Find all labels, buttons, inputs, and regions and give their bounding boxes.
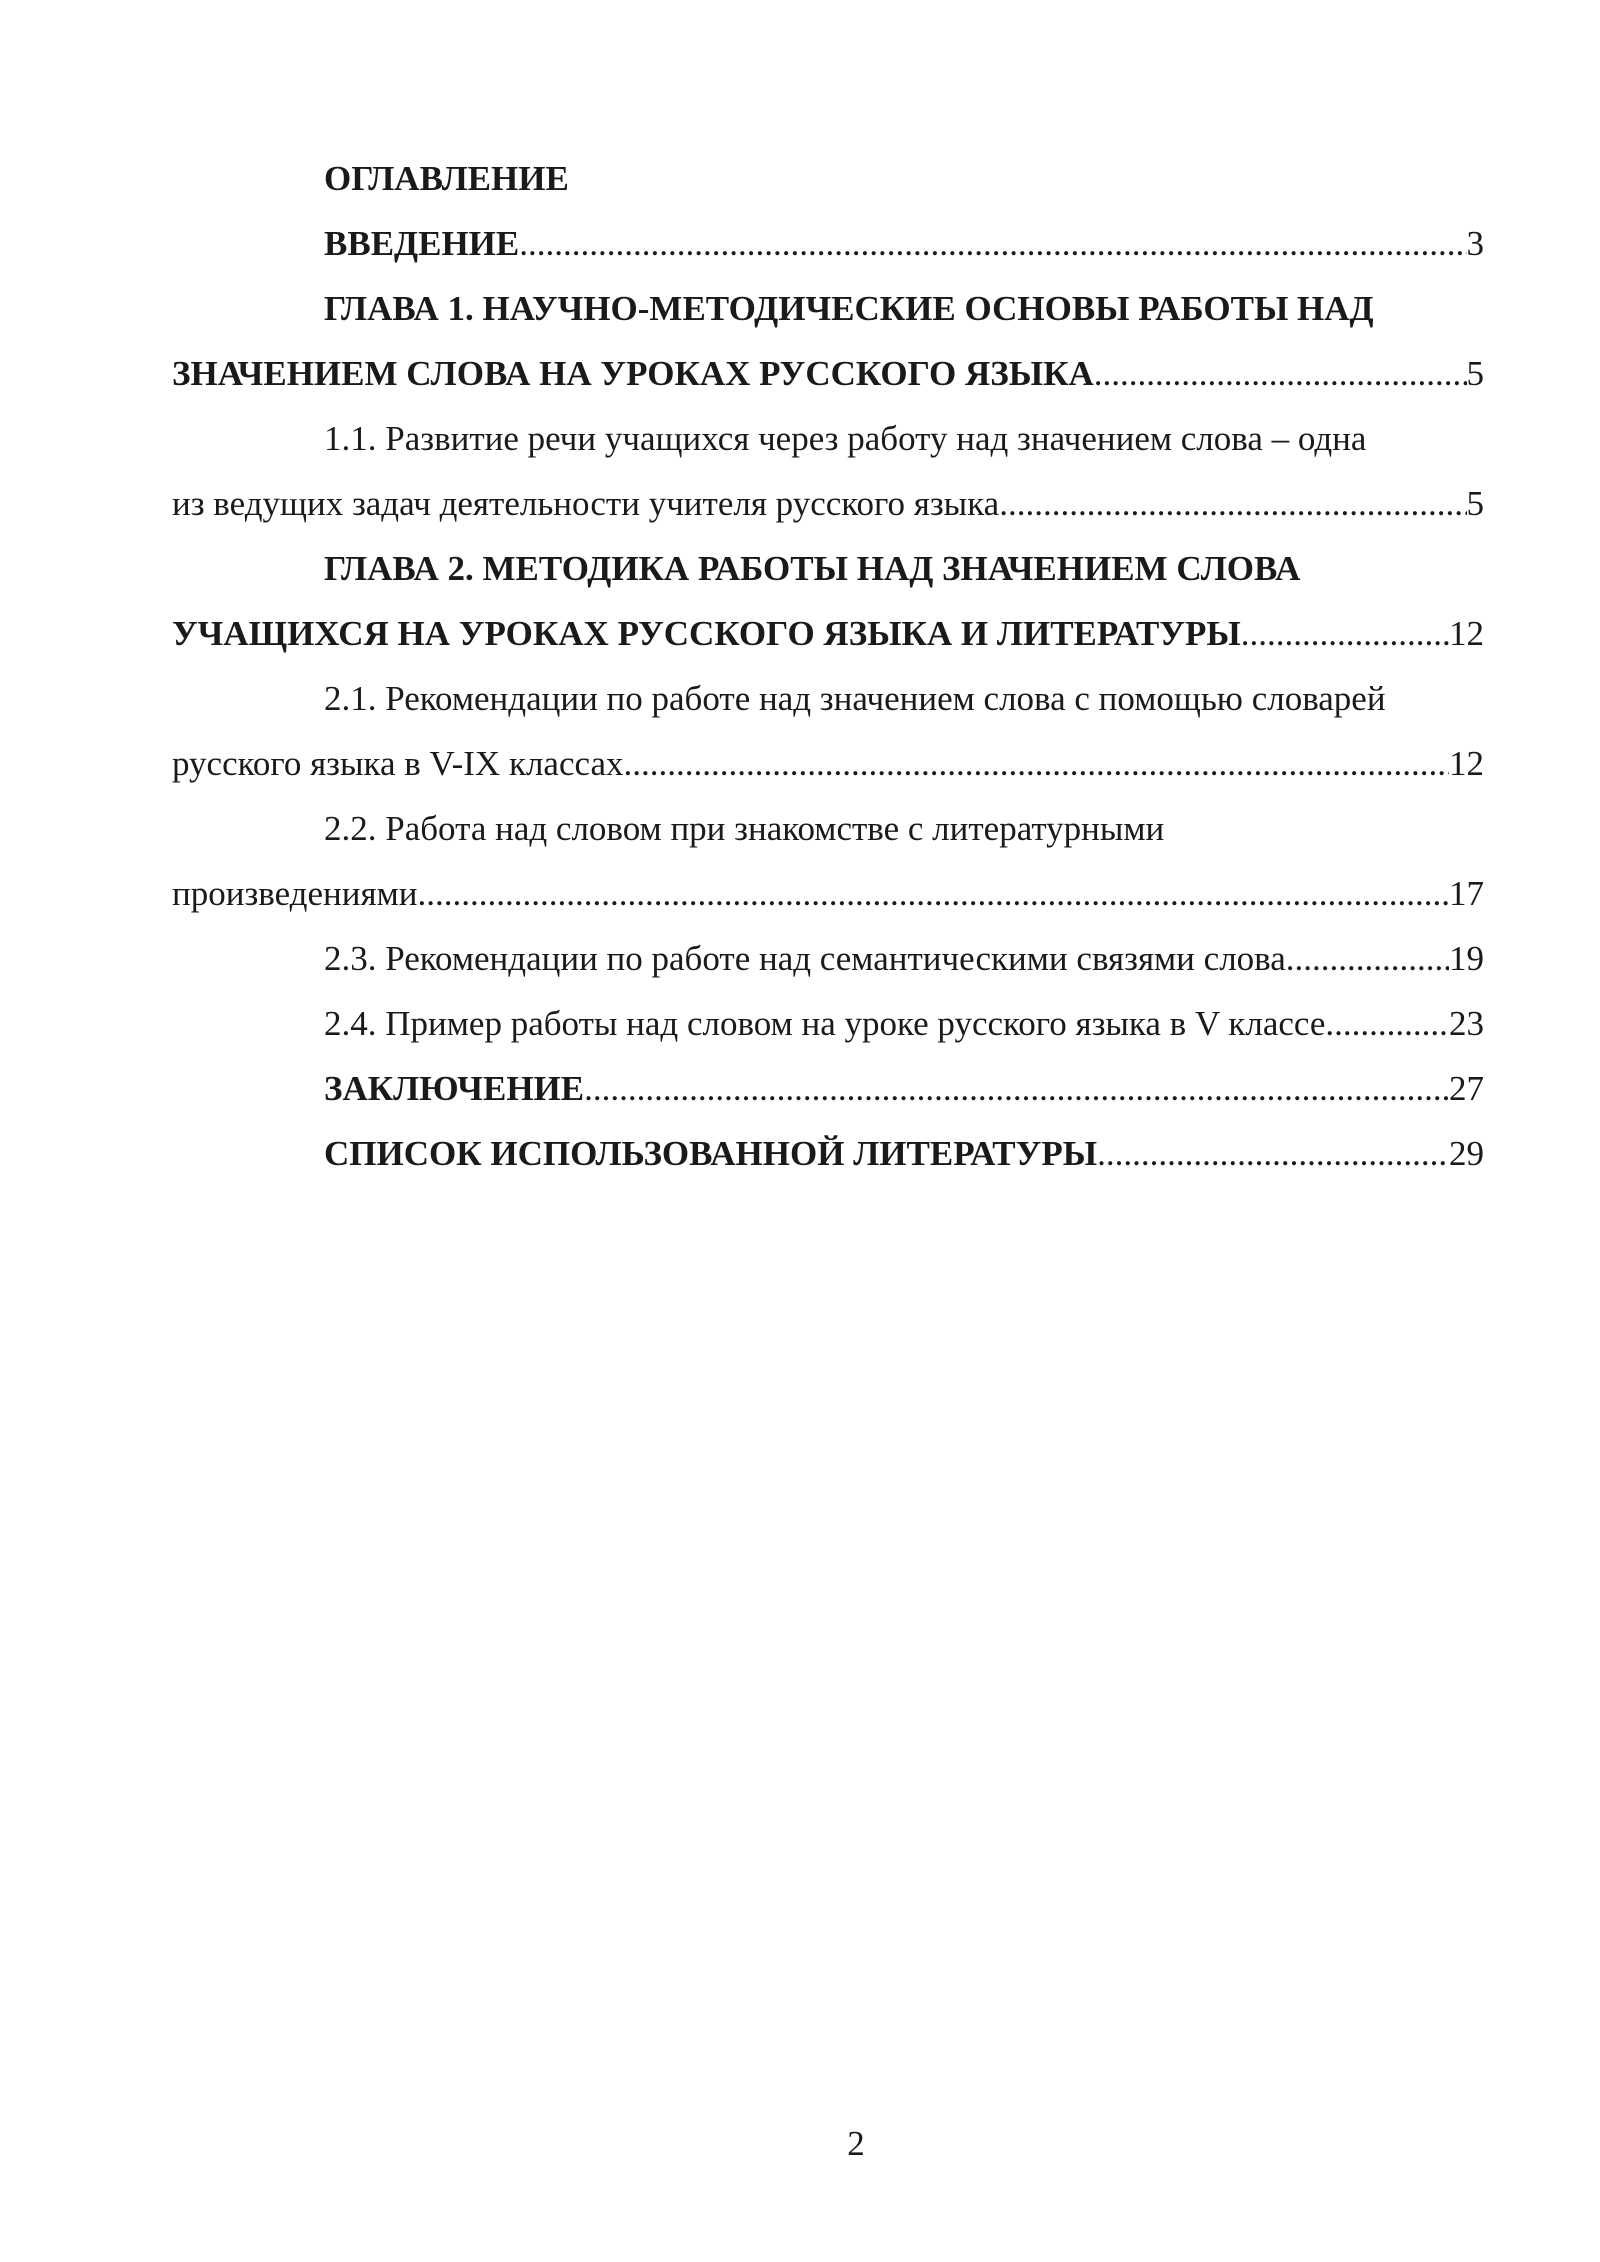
toc-page-number: 23 xyxy=(1449,1004,1484,1043)
toc-entry-chapter-2[interactable] xyxy=(172,536,1484,666)
toc-page-number: 12 xyxy=(1449,744,1484,783)
toc-line xyxy=(172,796,1484,861)
dot-leader xyxy=(519,211,1466,276)
toc-entry-title: 2.2. Работа над словом при знакомстве с литературными xyxy=(324,809,1165,848)
toc-line xyxy=(172,926,1484,991)
toc-entry-title: из ведущих задач деятельности учителя русского языка xyxy=(172,484,1000,523)
toc-page-number: 5 xyxy=(1466,354,1484,393)
page-number: 2 xyxy=(847,2124,865,2163)
toc-page-number: 29 xyxy=(1449,1134,1484,1173)
toc-entry-title: 2.3. Рекомендации по работе над семантическими связями слова xyxy=(324,939,1286,978)
toc-line xyxy=(172,731,1484,796)
toc-entry-title: УЧАЩИХСЯ НА УРОКАХ РУССКОГО ЯЗЫКА И ЛИТЕРАТУРЫ xyxy=(172,614,1241,653)
toc-entry-bibliography[interactable] xyxy=(172,1121,1484,1186)
toc-line xyxy=(172,471,1484,536)
toc-page-number: 5 xyxy=(1466,484,1484,523)
dot-leader xyxy=(1094,341,1467,406)
toc-entry-title: ГЛАВА 2. МЕТОДИКА РАБОТЫ НАД ЗНАЧЕНИЕМ СЛОВА xyxy=(324,549,1301,588)
dot-leader xyxy=(999,471,1466,536)
toc-entry-title: ГЛАВА 1. НАУЧНО-МЕТОДИЧЕСКИЕ ОСНОВЫ РАБОТЫ НАД xyxy=(324,289,1374,328)
toc-entry-section-2-2[interactable] xyxy=(172,796,1484,926)
dot-leader xyxy=(1286,926,1449,991)
toc-entry-title: ЗАКЛЮЧЕНИЕ xyxy=(324,1069,585,1108)
toc-line xyxy=(172,861,1484,926)
dot-leader xyxy=(584,1056,1449,1121)
dot-leader xyxy=(1097,1121,1449,1186)
toc-line xyxy=(172,601,1484,666)
toc-entry-title: 2.4. Пример работы над словом на уроке русского языка в V классе xyxy=(324,1004,1326,1043)
toc-page-number: 12 xyxy=(1449,614,1484,653)
dot-leader xyxy=(417,861,1449,926)
toc-line xyxy=(172,406,1484,471)
toc-entry-introduction[interactable] xyxy=(172,211,1484,276)
toc-entry-section-1-1[interactable] xyxy=(172,406,1484,536)
toc-entry-chapter-1[interactable] xyxy=(172,276,1484,406)
toc-line xyxy=(172,666,1484,731)
toc-entry-title: ЗНАЧЕНИЕМ СЛОВА НА УРОКАХ РУССКОГО ЯЗЫКА xyxy=(172,354,1094,393)
toc-heading: ОГЛАВЛЕНИЕ xyxy=(324,159,569,198)
toc-page-number: 17 xyxy=(1449,874,1484,913)
toc-line xyxy=(172,211,1484,276)
toc-entry-section-2-1[interactable] xyxy=(172,666,1484,796)
toc-entry-title: СПИСОК ИСПОЛЬЗОВАННОЙ ЛИТЕРАТУРЫ xyxy=(324,1134,1098,1173)
toc-entry-section-2-3[interactable] xyxy=(172,926,1484,991)
toc-entry-title: 2.1. Рекомендации по работе над значением слова с помощью словарей xyxy=(324,679,1386,718)
toc-line xyxy=(172,991,1484,1056)
dot-leader xyxy=(623,731,1449,796)
toc-entry-conclusion[interactable] xyxy=(172,1056,1484,1121)
toc-entry-section-2-4[interactable] xyxy=(172,991,1484,1056)
toc-page-number: 27 xyxy=(1449,1069,1484,1108)
dot-leader xyxy=(1325,991,1449,1056)
toc-page-number: 3 xyxy=(1466,224,1484,263)
toc-line xyxy=(172,276,1484,341)
toc-entry-title: произведениями xyxy=(172,874,418,913)
toc-line xyxy=(172,341,1484,406)
table-of-contents xyxy=(172,146,1484,1186)
dot-leader xyxy=(1241,601,1449,666)
toc-line xyxy=(172,1056,1484,1121)
toc-entry-title: русского языка в V-IX классах xyxy=(172,744,624,783)
toc-line xyxy=(172,1121,1484,1186)
toc-entry-title: ВВЕДЕНИЕ xyxy=(324,224,520,263)
toc-line xyxy=(172,536,1484,601)
toc-page-number: 19 xyxy=(1449,939,1484,978)
toc-entry-title: 1.1. Развитие речи учащихся через работу над значением слова – одна xyxy=(324,419,1367,458)
